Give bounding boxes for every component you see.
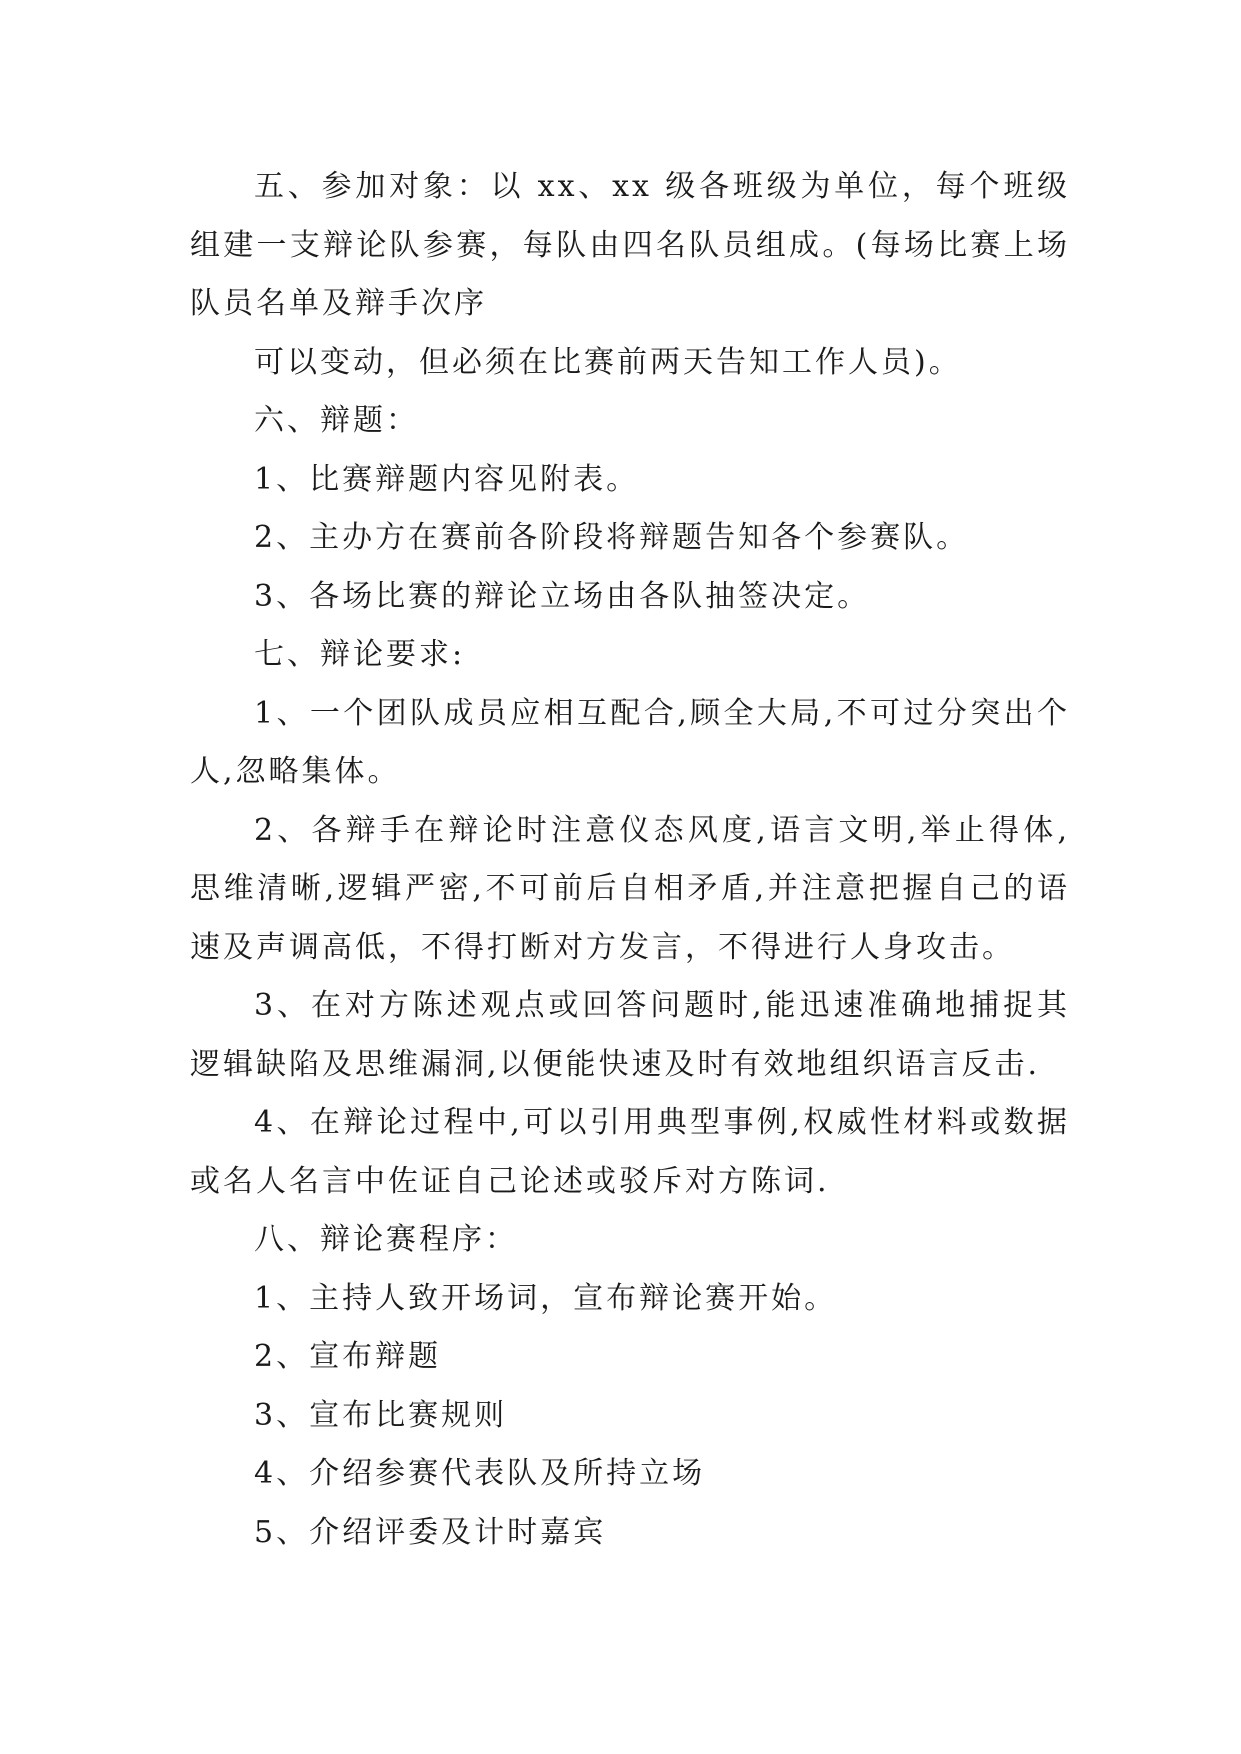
paragraph-participants: 五、参加对象：以 xx、xx 级各班级为单位，每个班级组建一支辩论队参赛，每队由四名队员组成。(每场比赛上场队员名单及辩手次序	[190, 169, 1070, 321]
heading-debate-procedure: 八、辩论赛程序：	[254, 1222, 518, 1257]
document-body	[190, 158, 1070, 1562]
list-item-topics-3: 3、各场比赛的辩论立场由各队抽签决定。	[254, 578, 871, 614]
list-item-procedure-4: 4、介绍参赛代表队及所持立场	[254, 1456, 706, 1491]
list-item-topics-2: 2、主办方在赛前各阶段将辩题告知各个参赛队。	[254, 520, 970, 555]
heading-debate-requirements: 七、辩论要求:	[254, 637, 466, 672]
list-item-procedure-2: 2、宣布辩题	[254, 1339, 442, 1374]
list-item-procedure-5: 5、介绍评委及计时嘉宾	[254, 1514, 607, 1550]
paragraph-participants-continued: 可以变动，但必须在比赛前两天告知工作人员)。	[254, 344, 962, 380]
list-item-procedure-3: 3、宣布比赛规则	[254, 1397, 508, 1433]
list-item-requirements-4: 4、在辩论过程中,可以引用典型事例,权威性材料或数据或名人名言中佐证自己论述或驳斥对方陈词.	[190, 1105, 1070, 1199]
heading-debate-topics: 六、辩题：	[254, 403, 419, 438]
list-item-requirements-3: 3、在对方陈述观点或回答问题时,能迅速准确地捕捉其逻辑缺陷及思维漏洞,以便能快速及时有效地组织语言反击.	[190, 988, 1070, 1082]
list-item-procedure-1: 1、主持人致开场词，宣布辩论赛开始。	[254, 1280, 838, 1316]
list-item-requirements-1: 1、一个团队成员应相互配合,顾全大局,不可过分突出个人,忽略集体。	[190, 695, 1070, 789]
list-item-topics-1: 1、比赛辩题内容见附表。	[254, 461, 640, 497]
list-item-requirements-2: 2、各辩手在辩论时注意仪态风度,语言文明,举止得体,思维清晰,逻辑严密,不可前后自相矛盾,并注意把握自己的语速及声调高低，不得打断对方发言，不得进行人身攻击。	[190, 812, 1070, 965]
